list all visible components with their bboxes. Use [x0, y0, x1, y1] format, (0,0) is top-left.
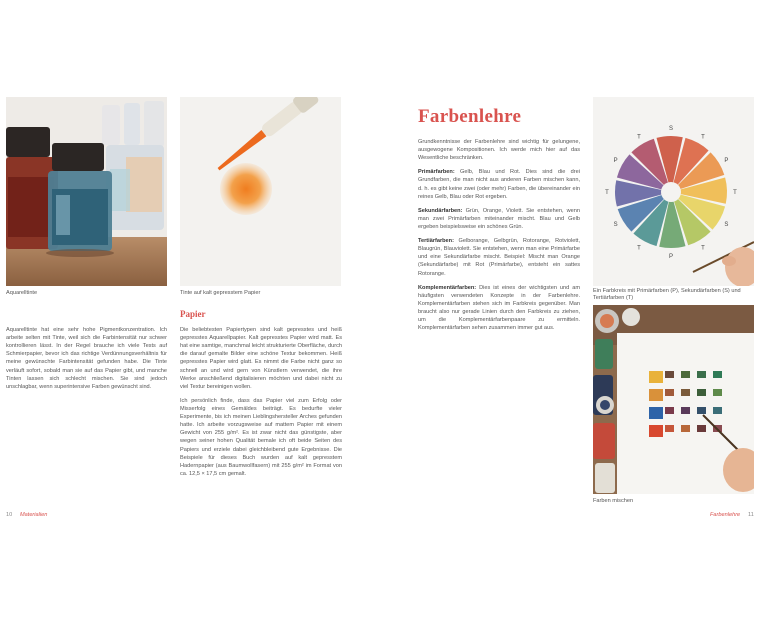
- wheel-label: P: [668, 254, 674, 260]
- wheel-label: T: [701, 134, 705, 141]
- color-wheel-caption: Ein Farbkreis mit Primärfarben (P), Sekundärfarben (S) und Tertiärfarben (T): [593, 288, 741, 301]
- farbenlehre-body: [418, 138, 580, 338]
- paint-swatch: [665, 389, 674, 396]
- paint-swatch: [665, 371, 674, 378]
- wheel-label: S: [668, 126, 674, 132]
- ink-paragraph: Aquarelltinte hat eine sehr hohe Pigmentkonzentration. Ich arbeite selten mit Tinte, weil sich die Farbintensität nur schwer kontrollieren lässt. In der Regel brauche ich viele Tests auf Schmierpapier, bevor ich das richtige Verdünnungsverhältnis für meine gewünschte Farbintensität gefunden habe. Die Tinte verläuft sofort, sobald man sie auf das Papier gibt, und manche Tinten lassen sich schlecht mischen. Sie sind jedoch unschlagbar, wenn superintensive Farben gewünscht sind.: [6, 327, 167, 390]
- paint-swatch: [713, 389, 722, 396]
- wheel-label: P: [724, 158, 729, 164]
- wheel-label: S: [613, 222, 618, 228]
- paint-swatch: [649, 371, 663, 383]
- pipette-paper-photo: [180, 97, 341, 286]
- paint-swatch: [697, 371, 706, 378]
- wheel-label: T: [701, 245, 705, 252]
- paint-swatch: [681, 389, 690, 396]
- paint-swatch: [649, 425, 663, 437]
- tertiary-paragraph: [418, 237, 580, 278]
- paint-swatch: [681, 371, 690, 378]
- complementary-text: Dies ist eines der wichtigsten und am häufigsten verwendeten Konzepte in der Farbenlehre. Komplementärfarben stehen sich im Farbkreis gegenüber. Man braucht also nur gerade Linien durch den Farbkreis zu ziehen, um die Komplementärfarbenpaare zu ermitteln. Komplementärfarben sehen zusammen immer gut aus.: [418, 284, 580, 332]
- complementary-term: Komplementärfarben:: [418, 284, 477, 291]
- paint-swatch: [713, 371, 722, 378]
- wheel-label: T: [637, 134, 641, 141]
- secondary-paragraph: [418, 207, 580, 231]
- paint-swatch: [681, 407, 690, 414]
- mixing-caption: Farben mischen: [593, 498, 634, 504]
- right-running-title: Farbenlehre: [710, 512, 741, 518]
- paint-swatch: [649, 407, 663, 419]
- secondary-term: Sekundärfarben:: [418, 207, 463, 214]
- wheel-label: T: [637, 245, 641, 252]
- left-running-title: Materialien: [20, 512, 48, 518]
- photo-caption-ink: Aquarelltinte: [6, 290, 38, 296]
- primary-paragraph: [418, 168, 580, 200]
- primary-term: Primärfarben:: [418, 169, 455, 176]
- paint-swatch: [697, 389, 706, 396]
- paint-swatch: [665, 407, 674, 414]
- tertiary-term: Tertiärfarben:: [418, 238, 454, 245]
- tertiary-text: Gelborange, Gelbgrün, Rotorange, Rotviolett, Blaugrün, Blauviolett. Sie entstehen, wenn man eine Primärfarbe und eine Sekundärfarbe mischt. Beispiel: Mischt man Orange (Sekundärfarbe) mit Rot (Primärfarbe), entsteht ein sattes Rotorange.: [418, 238, 580, 277]
- paint-swatch: [697, 425, 706, 432]
- papier-paragraph-1: Die beliebtesten Papiertypen sind kalt gepresstes und heiß gepresstes Aquarellpapier. Kalt gepresstes Papier wird matt. Es hat eine samtige, manchmal leicht strukturierte Oberfläche, durch die darauf gemalte Bilder eine schöne Textur bekommen. Heiß gepresstes Papier wird glatt. Es nimmt die Farbe nicht ganz so schnell an und wird gern von Künstlern verwendet, die ihre Werke anschließend digitalisieren möchten und dabei nicht zu viel Textur bereinigen wollen.: [180, 327, 342, 390]
- paint-swatch: [697, 407, 706, 414]
- complementary-paragraph: [418, 284, 580, 333]
- wheel-label: P: [613, 158, 618, 164]
- secondary-text: Grün, Orange, Violett. Sie entstehen, wenn man zwei Primärfarben miteinander mischt. Blau und Gelb ergeben beispielsweise ein schönes Grün.: [418, 207, 580, 230]
- ink-description: [6, 326, 167, 397]
- right-page-number: 11: [748, 512, 754, 518]
- wheel-label: S: [724, 222, 729, 228]
- wheel-label: T: [605, 190, 609, 196]
- page-title: Farbenlehre: [418, 106, 522, 127]
- ink-bottles-photo: [6, 97, 167, 286]
- papier-body: [180, 326, 342, 484]
- primary-text: Gelb, Blau und Rot. Dies sind die drei Grundfarben, die man nicht aus anderen Farben mischen kann, d. h. es gibt keine zwei (oder mehr) Farben, die übereinander ein reines Gelb, Blau oder Rot ergeben.: [418, 169, 580, 200]
- intro-paragraph: Grundkenntnisse der Farbenlehre sind wichtig für gelungene, ausgewogene Kompositionen. Ich werde mich hier auf das Wesentliche beschränken.: [418, 139, 580, 162]
- paint-swatch: [681, 425, 690, 432]
- mixing-colors-photo: [593, 305, 754, 494]
- paint-swatch: [665, 425, 674, 432]
- wheel-label: T: [733, 190, 737, 196]
- photo-caption-paper: Tinte auf kalt gepresstem Papier: [180, 290, 261, 296]
- paint-swatch: [713, 407, 722, 414]
- left-page-number: 10: [6, 512, 13, 518]
- color-wheel-photo: [593, 97, 754, 286]
- paint-swatch: [649, 389, 663, 401]
- papier-paragraph-2: Ich persönlich finde, dass das Papier viel zum Erfolg oder Misserfolg eines Gemäldes beiträgt. Es bedurfte vieler Experimente, bis ich meinen Lieblingshersteller Arches gefunden hatte. Ich arbeite vorzugsweise auf mattem Papier mit einem Gewicht von 255 g/m². Es ist zwar nicht das günstigste, aber wegen seiner hohen Qualität bemale ich oft beide Seiten des Papiers und erziele dabei gleichbleibend gute Ergebnisse. Die Beispiele für dieses Buch wurden auf kalt gepresstem Hadernpapier (aus Baumwollfasern) mit 255 g/m² im Format von ca. 12,5 × 17,5 cm gemalt.: [180, 397, 342, 477]
- papier-heading: Papier: [180, 309, 206, 319]
